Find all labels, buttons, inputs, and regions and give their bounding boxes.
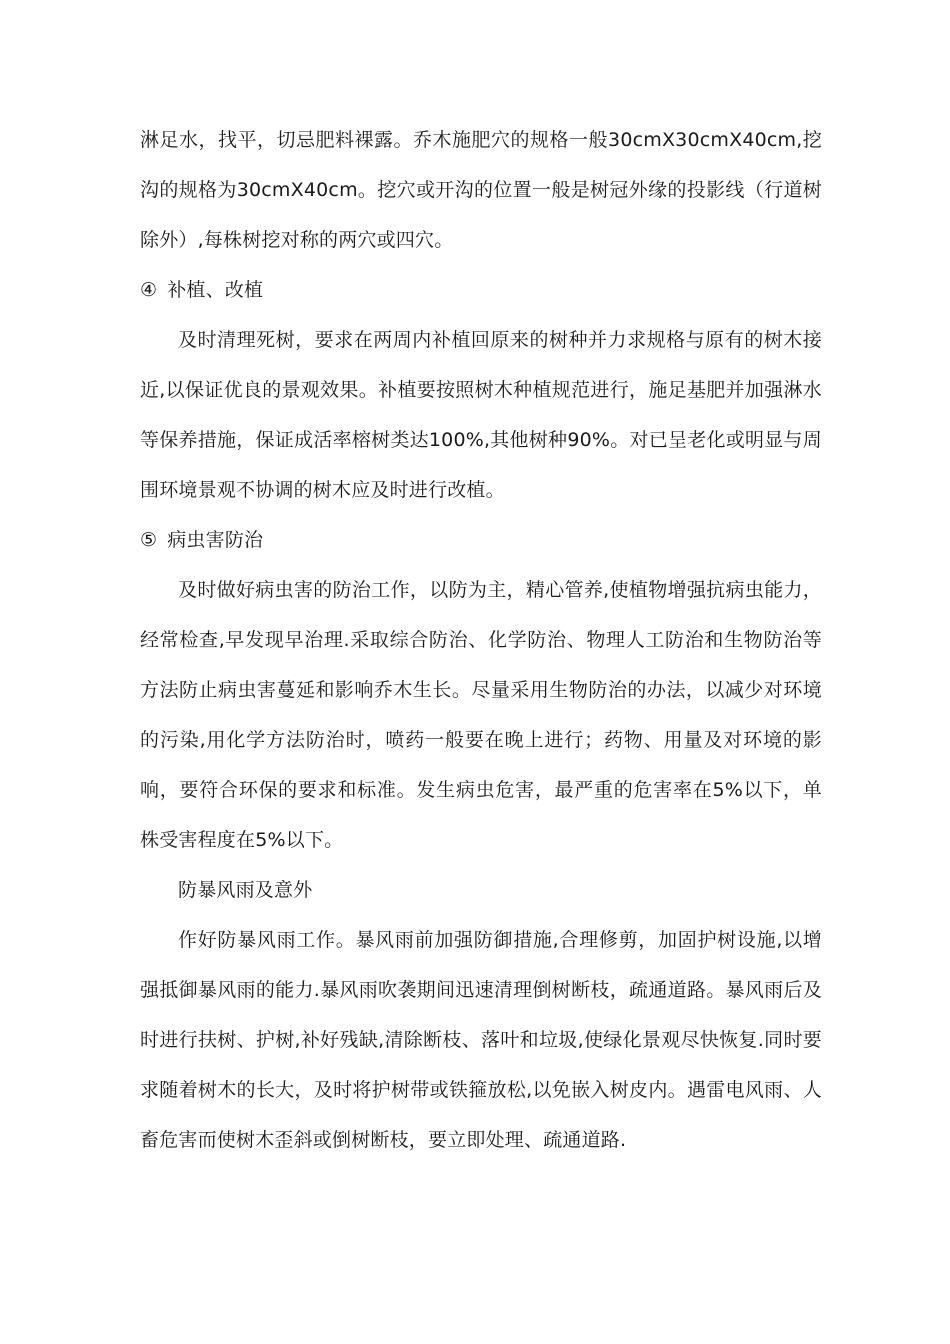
section-title-pest-control: 病虫害防治 (167, 529, 264, 551)
paragraph-replanting: 及时清理死树，要求在两周内补植回原来的树种并力求规格与原有的树木接近,以保证优良的景观效果。补植要按照树木种植规范进行，施足基肥并加强淋水等保养措施，保证成活率榕树类达100%,其他树种90%。对已呈老化或明显与周围环境景观不协调的树木应及时进行改植。 (140, 329, 822, 501)
section-heading-pest-control (140, 515, 822, 565)
paragraph-fertilizing-continued: 淋足水，找平，切忌肥料裸露。乔木施肥穴的规格一般30cmX30cmX40cm,挖沟的规格为30cmX40cm。挖穴或开沟的位置一般是树冠外缘的投影线（行道树除外）,每株树挖对称的两穴或四穴。 (140, 129, 822, 251)
section-heading-storm-protection: 防暴风雨及意外 (178, 879, 313, 901)
section-number-4: ④ (140, 279, 158, 301)
paragraph-pest-control: 及时做好病虫害的防治工作，以防为主，精心管养,使植物增强抗病虫能力，经常检查,早发现早治理.采取综合防治、化学防治、物理人工防治和生物防治等方法防止病虫害蔓延和影响乔木生长。尽量采用生物防治的办法，以减少对环境的污染,用化学方法防治时，喷药一般要在晚上进行；药物、用量及对环境的影响，要符合环保的要求和标准。发生病虫危害，最严重的危害率在5%以下，单株受害程度在5%以下。 (140, 579, 822, 851)
section-heading-replanting (140, 265, 822, 315)
document-body (140, 115, 822, 1165)
section-title-replanting: 补植、改植 (167, 279, 264, 301)
section-number-5: ⑤ (140, 529, 158, 551)
paragraph-storm-protection: 作好防暴风雨工作。暴风雨前加强防御措施,合理修剪，加固护树设施,以增强抵御暴风雨的能力.暴风雨吹袭期间迅速清理倒树断枝，疏通道路。暴风雨后及时进行扶树、护树,补好残缺,清除断枝、落叶和垃圾,使绿化景观尽快恢复.同时要求随着树木的长大，及时将护树带或铁箍放松,以免嵌入树皮内。遇雷电风雨、人畜危害而使树木歪斜或倒树断枝，要立即处理、疏通道路. (140, 929, 822, 1151)
